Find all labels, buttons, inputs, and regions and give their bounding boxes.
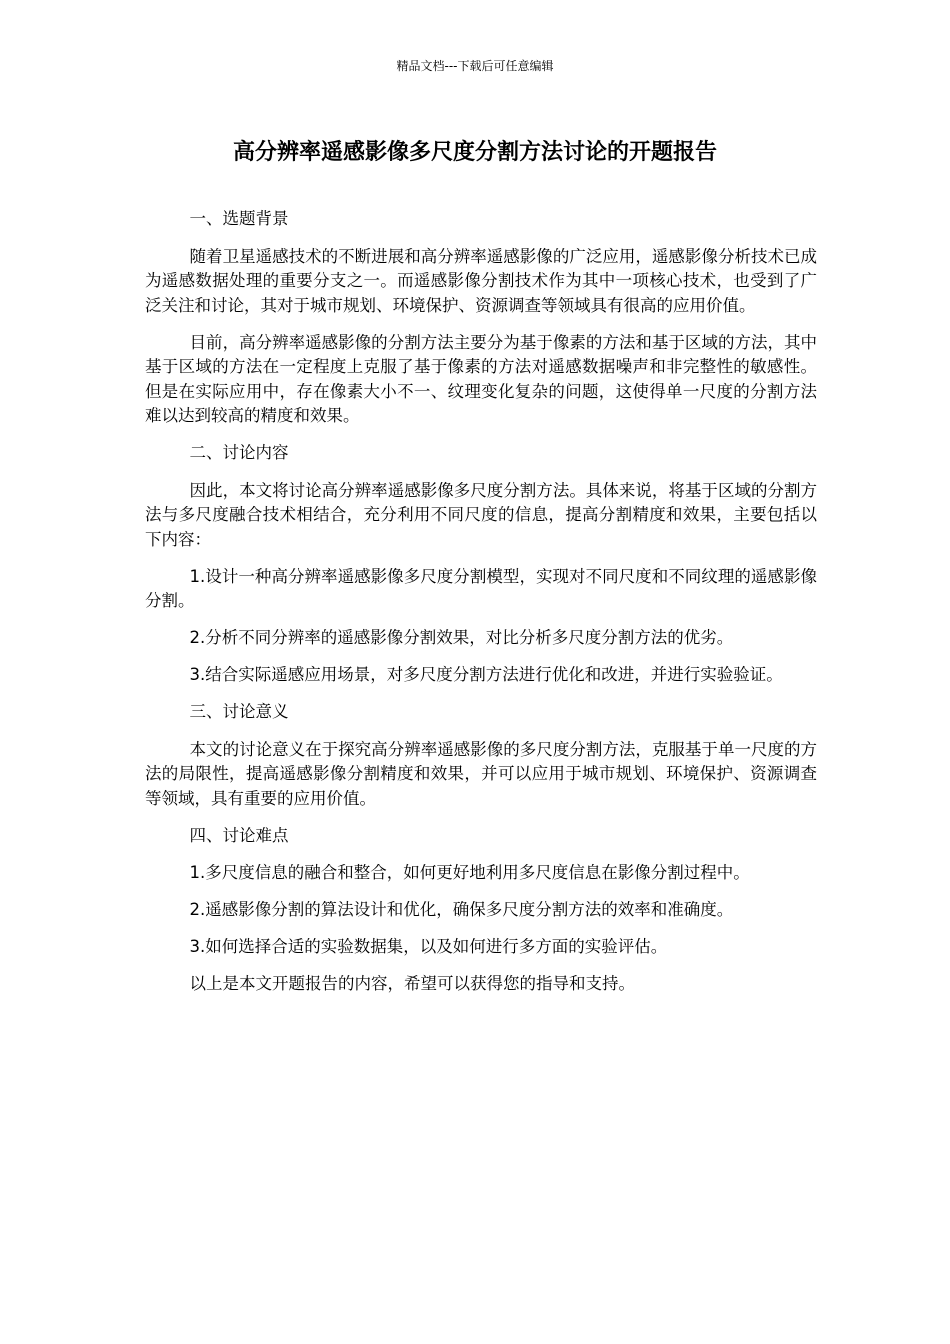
list-item-difficulty-2: 2.遥感影像分割的算法设计和优化，确保多尺度分割方法的效率和准确度。 bbox=[189, 900, 734, 919]
section-heading-background: 一、选题背景 bbox=[189, 209, 289, 228]
paragraph-background-2: 目前，高分辨率遥感影像的分割方法主要分为基于像素的方法和基于区域的方法，其中基于区域的方法在一定程度上克服了基于像素的方法对遥感数据噪声和非完整性的敏感性。但是在实际应用中，存在像素大小不一、纹理变化复杂的问题，这使得单一尺度的分割方法难以达到较高的精度和效果。 bbox=[145, 332, 817, 425]
section-heading-significance: 三、讨论意义 bbox=[189, 702, 289, 721]
document-title: 高分辨率遥感影像多尺度分割方法讨论的开题报告 bbox=[232, 140, 717, 165]
list-item-content-3: 3.结合实际遥感应用场景，对多尺度分割方法进行优化和改进，并进行实验验证。 bbox=[189, 665, 783, 684]
list-item-content-2: 2.分析不同分辨率的遥感影像分割效果，对比分析多尺度分割方法的优劣。 bbox=[189, 628, 734, 647]
document-body bbox=[145, 207, 817, 1009]
list-item-difficulty-1: 1.多尺度信息的融合和整合，如何更好地利用多尺度信息在影像分割过程中。 bbox=[189, 863, 750, 882]
paragraph-closing: 以上是本文开题报告的内容，希望可以获得您的指导和支持。 bbox=[189, 974, 636, 993]
list-item-difficulty-3: 3.如何选择合适的实验数据集，以及如何进行多方面的实验评估。 bbox=[189, 937, 668, 956]
section-heading-content: 二、讨论内容 bbox=[189, 443, 289, 462]
list-item-content-1: 1.设计一种高分辨率遥感影像多尺度分割模型，实现对不同尺度和不同纹理的遥感影像分割。 bbox=[145, 566, 817, 610]
paragraph-content-intro: 因此，本文将讨论高分辨率遥感影像多尺度分割方法。具体来说，将基于区域的分割方法与多尺度融合技术相结合，充分利用不同尺度的信息，提高分割精度和效果，主要包括以下内容： bbox=[145, 480, 817, 549]
paragraph-background-1: 随着卫星遥感技术的不断进展和高分辨率遥感影像的广泛应用，遥感影像分析技术已成为遥感数据处理的重要分支之一。而遥感影像分割技术作为其中一项核心技术，也受到了广泛关注和讨论，其对于城市规划、环境保护、资源调查等领域具有很高的应用价值。 bbox=[145, 246, 817, 315]
page-header-note: 精品文档---下载后可任意编辑 bbox=[396, 59, 554, 73]
paragraph-significance: 本文的讨论意义在于探究高分辨率遥感影像的多尺度分割方法，克服基于单一尺度的方法的局限性，提高遥感影像分割精度和效果，并可以应用于城市规划、环境保护、资源调查等领域，具有重要的应用价值。 bbox=[145, 739, 817, 808]
section-heading-difficulties: 四、讨论难点 bbox=[189, 825, 289, 845]
